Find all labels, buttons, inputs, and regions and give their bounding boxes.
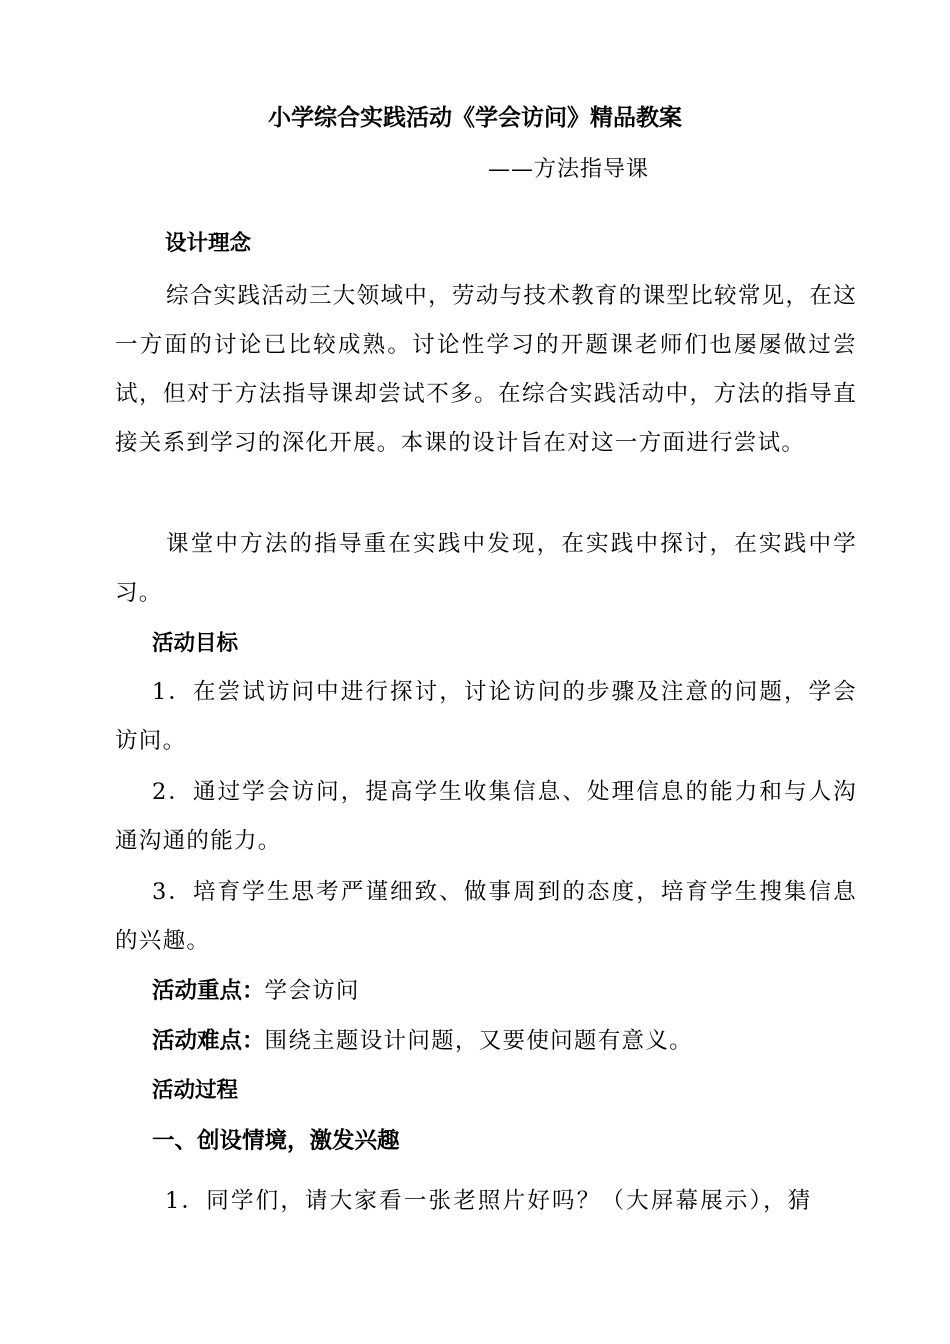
document-subtitle: ——方法指导课 [488, 157, 650, 182]
difficulty-text: 围绕主题设计问题，又要使问题有意义。 [264, 1028, 693, 1054]
process-heading: 活动过程 [152, 1078, 239, 1103]
design-concept-paragraph-2: 课堂中方法的指导重在实践中发现，在实践中探讨，在实践中学习。 [115, 531, 857, 606]
key-point-label: 活动重点： [152, 978, 265, 1004]
objective-item-3: 3．培育学生思考严谨细致、做事周到的态度，培育学生搜集信息的兴趣。 [115, 879, 857, 954]
document-title: 小学综合实践活动《学会访问》精品教案 [268, 105, 682, 131]
section-1-item-1: 1．同学们，请大家看一张老照片好吗？（大屏幕展示），猜 [165, 1188, 813, 1214]
design-concept-heading: 设计理念 [165, 231, 252, 256]
objective-item-2: 2．通过学会访问，提高学生收集信息、处理信息的能力和与人沟通沟通的能力。 [115, 779, 857, 854]
design-concept-paragraph-1: 综合实践活动三大领域中，劳动与技术教育的课型比较常见，在这一方面的讨论已比较成熟。讨论性学习的开题课老师们也屡屡做过尝试，但对于方法指导课却尝试不多。在综合实践活动中，方法的指导直接关系到学习的深化开展。本课的设计旨在对这一方面进行尝试。 [115, 283, 857, 456]
objectives-heading: 活动目标 [152, 631, 239, 656]
objective-item-1: 1．在尝试访问中进行探讨，讨论访问的步骤及注意的问题，学会访问。 [115, 679, 857, 754]
section-1-heading: 一、创设情境，激发兴趣 [152, 1128, 400, 1154]
key-point-text: 学会访问 [264, 978, 360, 1004]
key-point-line [152, 973, 360, 1009]
difficulty-line [152, 1023, 693, 1059]
difficulty-label: 活动难点： [152, 1028, 265, 1054]
